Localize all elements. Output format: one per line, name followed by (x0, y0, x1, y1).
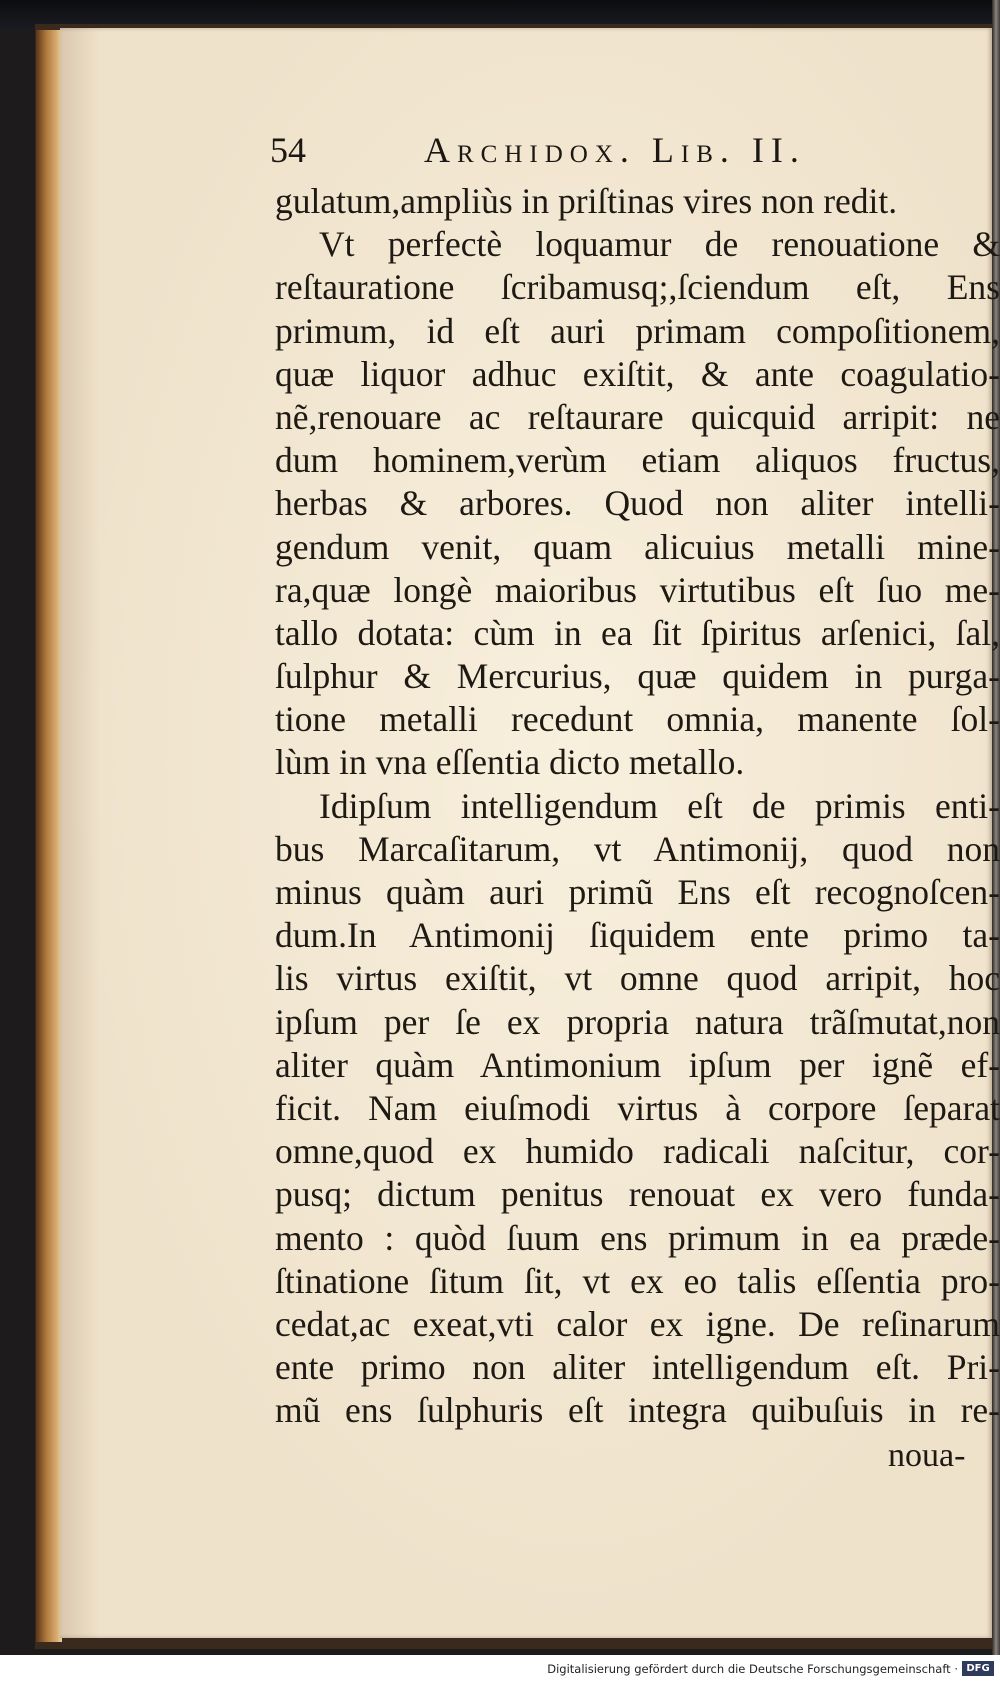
text-line: lis virtus exiſtit, vt omne quod arripit, hoc (275, 958, 1000, 999)
text-line: tione metalli recedunt omnia, manente ſol- (275, 699, 1000, 740)
text-line: dum hominem,verùm etiam aliquos fructus, (275, 440, 1000, 481)
text-line: reſtauratione ſcribamusq;,ſciendum eſt, Ens (275, 267, 1000, 308)
catchword: noua- (888, 1437, 966, 1474)
text-line: ſulphur & Mercurius, quæ quidem in purga- (275, 656, 1000, 697)
text-line: ente primo non aliter intelligendum eſt. Pri- (275, 1347, 1000, 1388)
text-line: ſtinatione ſitum ſit, vt ex eo talis eſſentia pro- (275, 1260, 1000, 1301)
page-number: 54 (270, 130, 306, 170)
text-line: primum, id eſt auri primam compoſitionem, (275, 310, 1000, 351)
text-line: omne,quod ex humido radicali naſcitur, cor- (275, 1131, 1000, 1172)
text-line: lùm in vna eſſentia dicto metallo. (275, 742, 745, 783)
text-line: quæ liquor adhuc exiſtit, & ante coagulatio- (275, 353, 1000, 394)
text-line: minus quàm auri primũ Ens eſt recognoſcen- (275, 872, 1000, 912)
dfg-logo: DFG (962, 1661, 994, 1676)
text-line: gulatum,ampliùs in priſtinas vires non redit. (275, 181, 898, 221)
book-gutter (36, 30, 62, 1642)
body-text (275, 180, 1000, 1432)
text-line: ficit. Nam eiuſmodi virtus à corpore ſeparat (275, 1087, 1000, 1128)
text-line: gendum venit, quam alicuius metalli mine- (275, 526, 1000, 567)
text-line: pusq; dictum penitus renouat ex vero funda- (275, 1174, 1000, 1215)
running-title: Archidox. Lib. II. (424, 130, 806, 170)
text-line: herbas & arbores. Quod non aliter intelli- (275, 483, 1000, 524)
text-line: nẽ,renouare ac reſtaurare quicquid arripit: ne (275, 396, 1000, 437)
text-line: ra,quæ longè maioribus virtutibus eſt ſuo me- (275, 569, 1000, 610)
funding-credit: Digitalisierung gefördert durch die Deutsche Forschungsgemeinschaft · (547, 1662, 958, 1676)
footer (0, 1655, 1000, 1683)
text-line: cedat,ac exeat,vti calor ex igne. De reſinarum (275, 1303, 1000, 1344)
text-line: aliter quàm Antimonium ipſum per ignẽ ef- (275, 1044, 1000, 1085)
text-line: tallo dotata: cùm in ea ſit ſpiritus arſenici, ſal, (275, 612, 1000, 653)
text-line: bus Marcaſitarum, vt Antimonij, quod non (275, 828, 1000, 869)
text-line: ipſum per ſe ex propria natura trãſmutat,non (275, 1001, 1000, 1042)
text-line: Idipſum intelligendum eſt de primis enti- (319, 785, 1000, 826)
text-line: mento : quòd ſuum ens primum in ea præde- (275, 1217, 1000, 1258)
text-line: mũ ens ſulphuris eſt integra quibuſuis in re- (275, 1390, 1000, 1431)
text-line: dum.In Antimonij ſiquidem ente primo ta- (275, 915, 1000, 956)
page-header (270, 126, 910, 174)
text-line: Vt perfectè loquamur de renouatione & (319, 224, 1000, 265)
